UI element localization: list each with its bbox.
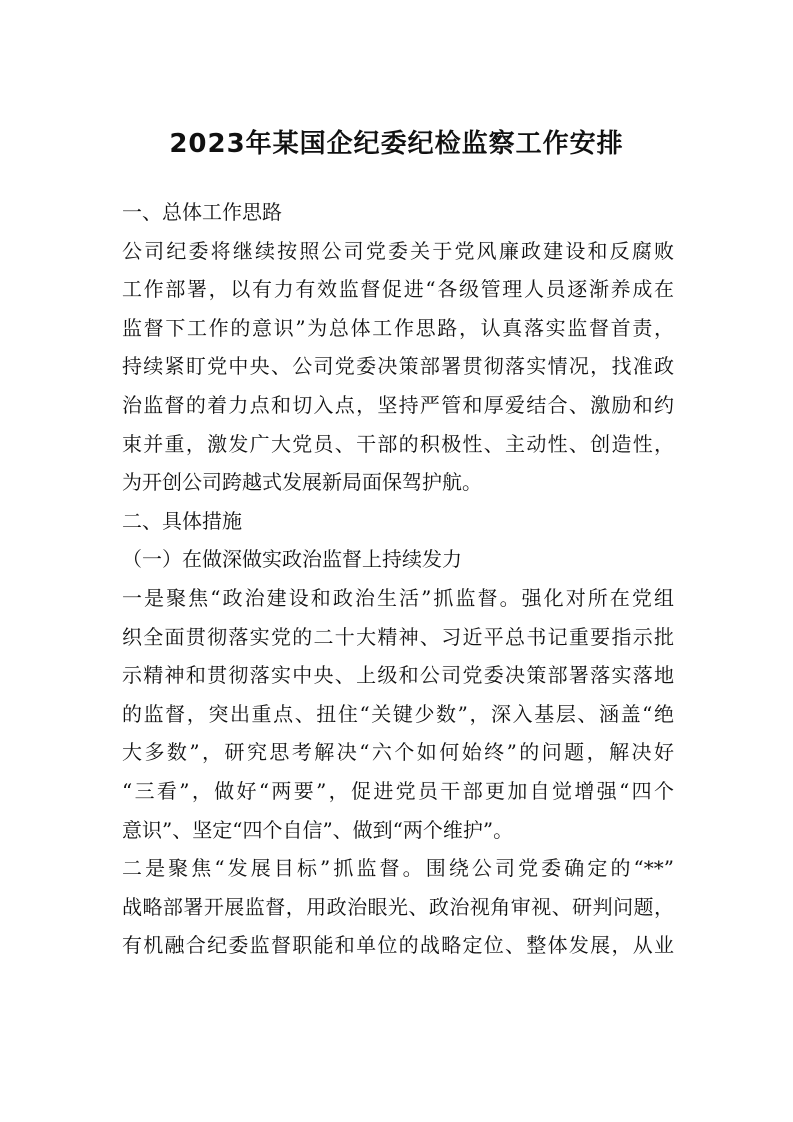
document-title: 2023年某国企纪委纪检监察工作安排 xyxy=(169,129,624,159)
paragraph-line: 束并重，激发广大党员、干部的积极性、主动性、创造性， xyxy=(122,431,674,456)
paragraph-line: 监督下工作的意识”为总体工作思路，认真落实监督首责， xyxy=(122,315,674,340)
section-heading-specific-measures: 二、具体措施 xyxy=(122,508,242,533)
paragraph-line: 的监督，突出重点、扭住“关键少数”，深入基层、涵盖“绝 xyxy=(122,701,674,726)
paragraph-line: 织全面贯彻落实党的二十大精神、习近平总书记重要指示批 xyxy=(122,624,674,649)
paragraph-line: 二是聚焦“发展目标”抓监督。围绕公司党委确定的“**” xyxy=(122,856,674,881)
paragraph-line: 有机融合纪委监督职能和单位的战略定位、整体发展，从业 xyxy=(122,933,674,958)
paragraph-line-last: 为开创公司跨越式发展新局面保驾护航。 xyxy=(122,470,482,495)
paragraph-line: 治监督的着力点和切入点，坚持严管和厚爱结合、激励和约 xyxy=(122,392,674,417)
paragraph-line: 大多数”，研究思考解决“六个如何始终”的问题，解决好 xyxy=(122,740,674,765)
document-body xyxy=(122,193,674,965)
paragraph-line: 工作部署，以有力有效监督促进“各级管理人员逐渐养成在 xyxy=(122,277,674,302)
paragraph-line: 持续紧盯党中央、公司党委决策部署贯彻落实情况，找准政 xyxy=(122,354,674,379)
paragraph-line: 公司纪委将继续按照公司党委关于党风廉政建设和反腐败 xyxy=(122,238,674,263)
paragraph-line: 一是聚焦“政治建设和政治生活”抓监督。强化对所在党组 xyxy=(122,585,674,610)
paragraph-line: “三看”，做好“两要”，促进党员干部更加自觉增强“四个 xyxy=(122,778,674,803)
paragraph-line: 战略部署开展监督，用政治眼光、政治视角审视、研判问题， xyxy=(122,894,674,919)
subsection-heading-political-supervision: （一）在做深做实政治监督上持续发力 xyxy=(122,547,462,572)
paragraph-line: 示精神和贯彻落实中央、上级和公司党委决策部署落实落地 xyxy=(122,663,674,688)
paragraph-line-last: 意识”、坚定“四个自信”、做到“两个维护”。 xyxy=(122,817,514,842)
section-heading-overall-approach: 一、总体工作思路 xyxy=(122,200,282,224)
